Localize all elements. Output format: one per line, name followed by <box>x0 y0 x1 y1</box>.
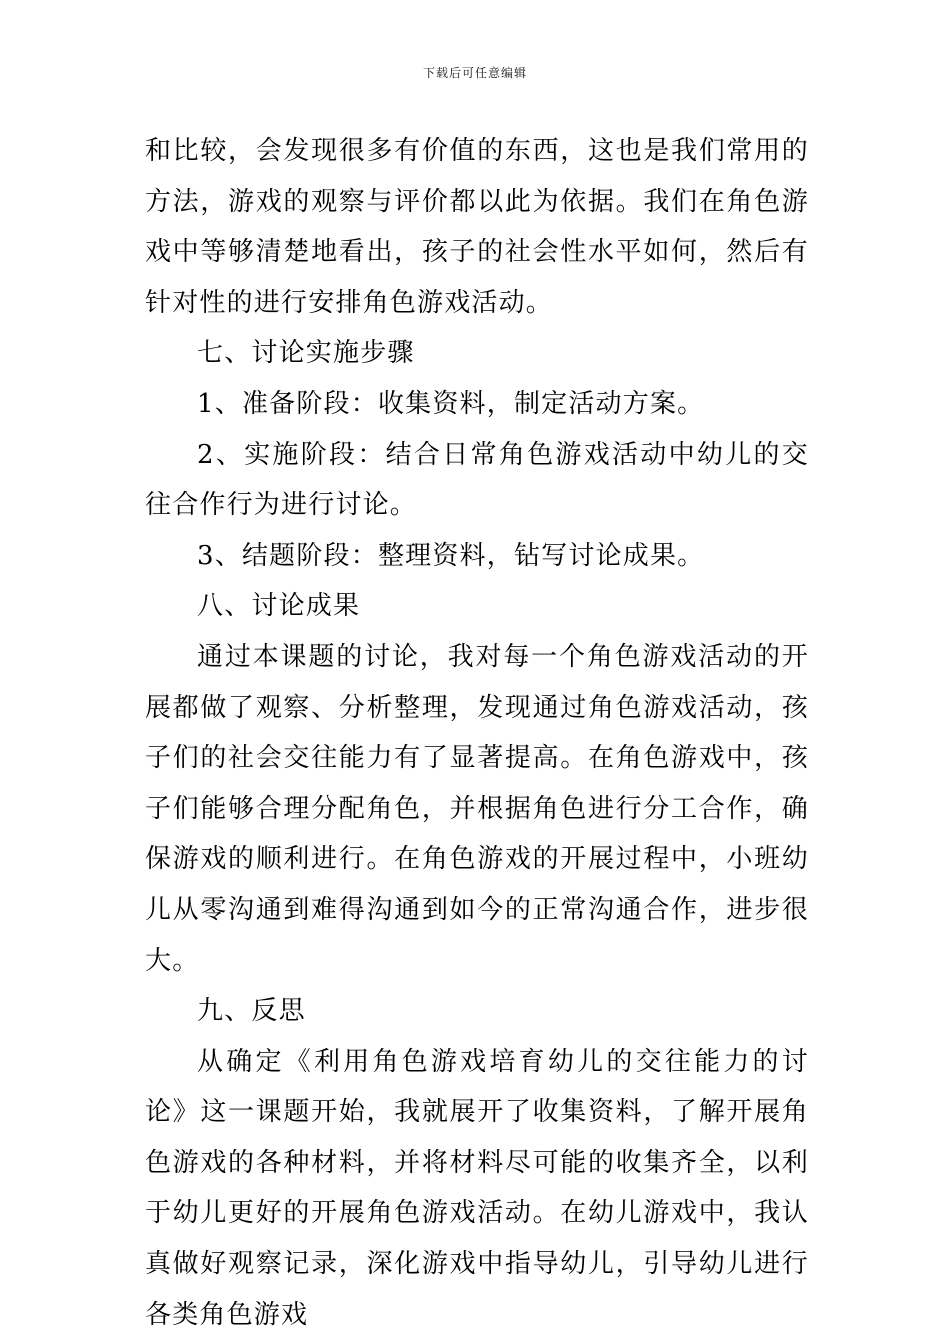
document-body <box>145 126 809 1340</box>
paragraph-results: 通过本课题的讨论，我对每一个角色游戏活动的开展都做了观察、分析整理，发现通过角色游戏活动，孩子们的社会交往能力有了显著提高。在角色游戏中，孩子们能够合理分配角色，并根据角色进行分工合作，确保游戏的顺利进行。在角色游戏的开展过程中，小班幼儿从零沟通到难得沟通到如今的正常沟通合作，进步很大。 <box>145 641 809 976</box>
step-preparation: 1、准备阶段：收集资料，制定活动方案。 <box>197 388 705 419</box>
section-heading-reflection: 九、反思 <box>197 996 306 1027</box>
step-conclusion: 3、结题阶段：整理资料，钻写讨论成果。 <box>197 540 705 571</box>
paragraph-continuation: 和比较，会发现很多有价值的东西，这也是我们常用的方法，游戏的观察与评价都以此为依据。我们在角色游戏中等够清楚地看出，孩子的社会性水平如何，然后有针对性的进行安排角色游戏活动。 <box>145 136 809 318</box>
section-heading-implementation-steps: 七、讨论实施步骤 <box>197 338 415 369</box>
page-header: 下载后可任意编辑 <box>422 66 527 80</box>
paragraph-reflection: 从确定《利用角色游戏培育幼儿的交往能力的讨论》这一课题开始，我就展开了收集资料，了解开展角色游戏的各种材料，并将材料尽可能的收集齐全，以利于幼儿更好的开展角色游戏活动。在幼儿游戏中，我认真做好观察记录，深化游戏中指导幼儿，引导幼儿进行各类角色游戏 <box>145 1046 809 1330</box>
step-implementation: 2、实施阶段：结合日常角色游戏活动中幼儿的交往合作行为进行讨论。 <box>145 439 809 521</box>
section-heading-results: 八、讨论成果 <box>197 591 361 622</box>
